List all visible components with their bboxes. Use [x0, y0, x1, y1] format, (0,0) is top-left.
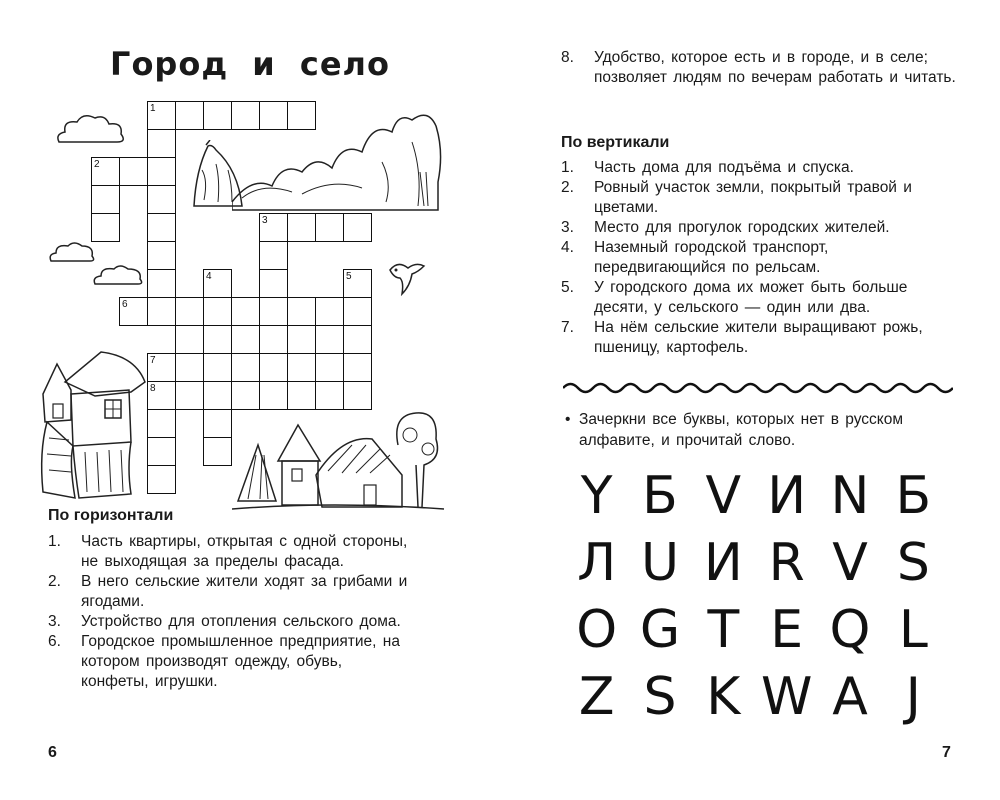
puzzle-letter[interactable]: G [639, 600, 681, 660]
cloud-icon [92, 263, 144, 287]
title-word: село [299, 45, 390, 83]
clue-number: 1. [561, 159, 574, 176]
puzzle-letter[interactable]: T [707, 600, 740, 660]
clue-number: 2. [561, 179, 574, 196]
crossword-cell[interactable] [287, 325, 316, 354]
puzzle-letter[interactable]: Б [642, 466, 678, 526]
puzzle-letter[interactable]: Q [829, 600, 871, 660]
clue-item [48, 632, 408, 692]
crossword-number: 8 [150, 383, 156, 394]
page-number: 7 [942, 744, 951, 761]
crossword-cell[interactable] [343, 353, 372, 382]
page-title [60, 45, 440, 83]
crossword-cell[interactable] [315, 297, 344, 326]
puzzle-letter[interactable]: S [643, 667, 677, 727]
crossword-cell[interactable] [259, 325, 288, 354]
clue-text: В него сельские жители ходят за грибами и ягодами. [81, 573, 408, 610]
cloud-icon [48, 240, 96, 264]
letter-grid [565, 466, 945, 734]
crossword-cell[interactable] [203, 297, 232, 326]
across-heading: По горизонтали [48, 507, 174, 524]
crossword-cell[interactable] [203, 381, 232, 410]
crossword-cell[interactable] [203, 101, 232, 130]
clue-number: 1. [48, 533, 61, 550]
crossword-cell[interactable] [119, 157, 148, 186]
puzzle-letter[interactable]: И [767, 466, 807, 526]
clue-item [561, 318, 961, 358]
down-heading: По вертикали [561, 134, 670, 151]
crossword-cell[interactable] [259, 353, 288, 382]
crossword-cell[interactable] [315, 381, 344, 410]
puzzle-letter[interactable]: S [896, 533, 930, 593]
crossword-cell[interactable] [147, 297, 176, 326]
crossword-cell[interactable] [147, 269, 176, 298]
crossword-number: 3 [262, 215, 268, 226]
crossword-number: 4 [206, 271, 212, 282]
crossword-cell[interactable] [287, 353, 316, 382]
crossword-number: 1 [150, 103, 156, 114]
puzzle-letter[interactable]: J [905, 667, 921, 727]
crossword-cell[interactable] [203, 325, 232, 354]
across-clues-continued [561, 48, 961, 88]
crossword-cell[interactable] [231, 101, 260, 130]
crossword-cell[interactable] [175, 381, 204, 410]
clue-text: На нём сельские жители выращивают рожь, пшеницу, картофель. [594, 319, 923, 356]
clue-item [561, 238, 961, 278]
puzzle-letter[interactable]: N [830, 466, 870, 526]
clue-number: 6. [48, 633, 61, 650]
title-word: и [252, 45, 276, 83]
crossword-cell[interactable] [203, 437, 232, 466]
clue-item [48, 612, 408, 632]
crossword-cell[interactable] [147, 185, 176, 214]
cloud-icon [55, 112, 127, 146]
crossword-cell[interactable] [259, 269, 288, 298]
crossword-cell[interactable] [315, 353, 344, 382]
puzzle-letter[interactable]: V [832, 533, 868, 593]
crossword-cell[interactable] [175, 353, 204, 382]
puzzle-letter[interactable]: Y [580, 466, 613, 526]
crossword-cell[interactable] [231, 325, 260, 354]
clue-text: Городское промышленное предприятие, на котором производят одежду, обувь, конфеты, игрушки. [81, 633, 400, 690]
crossword-number: 6 [122, 299, 128, 310]
puzzle-letter[interactable]: V [705, 466, 742, 526]
down-clues [561, 158, 961, 358]
wave-divider-icon [563, 380, 953, 401]
crossword-cell[interactable] [259, 297, 288, 326]
crossword-cell[interactable] [343, 325, 372, 354]
crossword-number: 5 [346, 271, 352, 282]
clue-number: 5. [561, 279, 574, 296]
puzzle-letter[interactable]: K [706, 667, 741, 727]
clue-item [561, 278, 961, 318]
crossword-cell[interactable] [231, 297, 260, 326]
clue-text: Часть квартиры, открытая с одной стороны, не выходящая за пределы фасада. [81, 533, 408, 570]
crossword-cell[interactable] [343, 297, 372, 326]
crossword-cell[interactable] [203, 353, 232, 382]
crossword-cell[interactable] [343, 381, 372, 410]
task-text: Зачеркни все буквы, которых нет в русском алфавите, и прочитай слово. [579, 411, 904, 449]
task-instruction [565, 409, 965, 451]
puzzle-letter[interactable]: E [770, 600, 804, 660]
clue-item [48, 532, 408, 572]
house-icon [35, 342, 150, 502]
crossword-cell[interactable] [147, 465, 176, 494]
crossword-cell[interactable] [147, 157, 176, 186]
puzzle-letter[interactable]: L [898, 600, 928, 660]
crossword-cell[interactable] [259, 241, 288, 270]
clue-text: У городского дома их может быть больше десяти, у сельского — один или два. [594, 279, 908, 316]
puzzle-letter[interactable]: Л [577, 533, 617, 593]
crossword-cell[interactable] [147, 241, 176, 270]
clue-number: 7. [561, 319, 574, 336]
crossword-cell[interactable] [315, 213, 344, 242]
crossword-cell[interactable] [259, 101, 288, 130]
crossword-cell[interactable] [147, 437, 176, 466]
puzzle-letter[interactable]: Z [578, 667, 615, 727]
crossword-cell[interactable] [231, 353, 260, 382]
clue-item [561, 158, 961, 178]
puzzle-letter[interactable]: R [768, 533, 805, 593]
crossword-cell[interactable] [231, 381, 260, 410]
crossword-cell[interactable] [91, 185, 120, 214]
crossword-cell[interactable] [147, 409, 176, 438]
clue-item [561, 48, 961, 88]
crossword-cell[interactable] [147, 129, 176, 158]
crossword-cell[interactable] [287, 297, 316, 326]
crossword-cell[interactable] [175, 297, 204, 326]
clue-text: Место для прогулок городских жителей. [594, 219, 890, 236]
title-word: Город [110, 45, 229, 83]
bird-icon [386, 250, 426, 296]
page-number: 6 [48, 744, 57, 761]
crossword-cell[interactable] [175, 325, 204, 354]
crossword-cell[interactable] [91, 213, 120, 242]
crossword-cell[interactable] [147, 213, 176, 242]
clue-text: Наземный городской транспорт, передвигающийся по рельсам. [594, 239, 829, 276]
clue-item [48, 572, 408, 612]
clue-number: 8. [561, 49, 574, 66]
crossword-cell[interactable] [287, 213, 316, 242]
clue-text: Ровный участок земли, покрытый травой и цветами. [594, 179, 912, 216]
clue-text: Удобство, которое есть и в городе, и в селе; позволяет людям по вечерам работать и читать. [594, 49, 956, 86]
across-clues [48, 532, 408, 692]
puzzle-letter[interactable]: O [576, 600, 618, 660]
crossword-number: 2 [94, 159, 100, 170]
crossword-cell[interactable] [343, 213, 372, 242]
crossword-number: 7 [150, 355, 156, 366]
crossword-cell[interactable] [175, 101, 204, 130]
puzzle-letter[interactable]: Б [895, 466, 932, 526]
clue-number: 4. [561, 239, 574, 256]
clue-number: 2. [48, 573, 61, 590]
puzzle-letter[interactable]: W [760, 667, 813, 727]
puzzle-letter[interactable]: A [832, 667, 868, 727]
clue-item [561, 178, 961, 218]
clue-text: Часть дома для подъёма и спуска. [594, 159, 854, 176]
village-icon [232, 405, 447, 517]
clue-number: 3. [561, 219, 574, 236]
crossword-cell[interactable] [287, 381, 316, 410]
clue-item [561, 218, 961, 238]
crossword-cell[interactable] [259, 381, 288, 410]
task-bullet: • [565, 411, 571, 428]
clue-text: Устройство для отопления сельского дома. [81, 613, 401, 630]
crossword-cell[interactable] [203, 409, 232, 438]
puzzle-letter[interactable]: U [640, 533, 680, 593]
puzzle-letter[interactable]: И [703, 533, 743, 593]
clue-number: 3. [48, 613, 61, 630]
crossword-cell[interactable] [287, 101, 316, 130]
